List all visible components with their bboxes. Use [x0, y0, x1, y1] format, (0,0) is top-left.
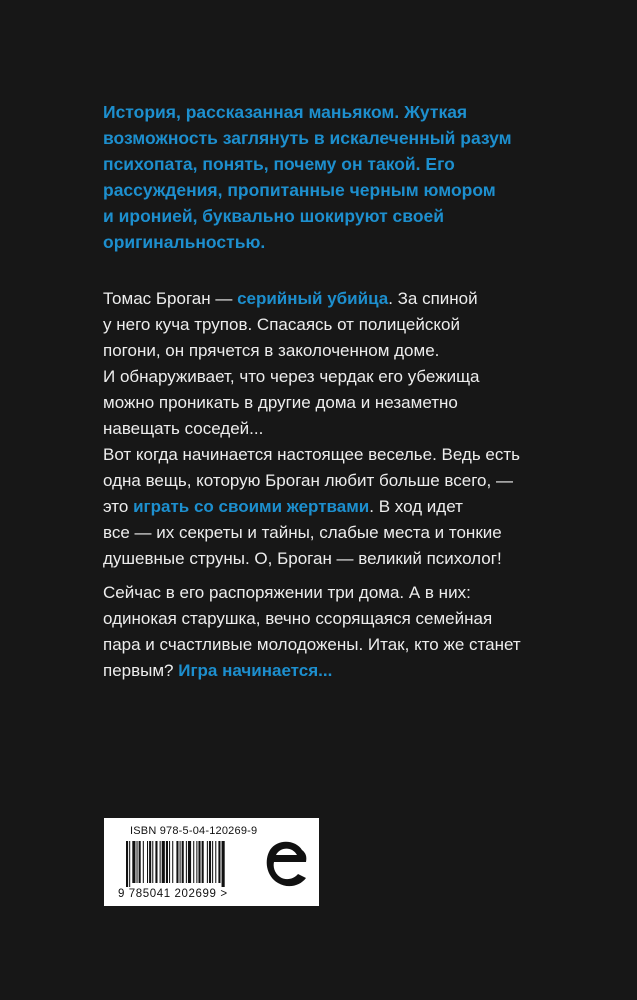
barcode-label [104, 818, 319, 906]
barcode-bar [193, 841, 194, 883]
eksmo-logo-icon [262, 836, 310, 890]
text-segment: . В ход идет [369, 497, 463, 516]
synopsis-paragraph-3 [103, 580, 543, 684]
barcode-digits: 9 785041 202699 > [118, 888, 228, 900]
barcode-bar [152, 841, 153, 883]
synopsis-paragraph-1 [103, 286, 543, 442]
highlight-text: серийный убийца [237, 289, 389, 308]
text-line [103, 286, 543, 312]
barcode-bar [188, 841, 191, 883]
barcode-bar [207, 841, 208, 883]
text-line: все — их секреты и тайны, слабые места и тонкие [103, 523, 502, 542]
barcode-bar [126, 841, 128, 887]
barcode-bar [129, 841, 130, 887]
barcode-bar [172, 841, 173, 883]
lead-line: психопата, понять, почему он такой. Его [103, 154, 455, 174]
lead-line: и иронией, буквально шокируют своей [103, 206, 444, 226]
text-line [103, 658, 543, 684]
barcode-bar [143, 841, 144, 883]
text-line: одинокая старушка, вечно ссорящаяся семейная [103, 609, 493, 628]
text-segment: Томас Броган — [103, 289, 238, 308]
lead-line: оригинальностью. [103, 232, 266, 252]
barcode-bar [137, 841, 138, 883]
text-segment: . За спиной [388, 289, 478, 308]
text-line: душевные струны. О, Броган — великий психолог! [103, 549, 502, 568]
barcode-bar [139, 841, 141, 883]
synopsis-paragraph-2 [103, 442, 543, 572]
text-line: у него куча трупов. Спасаясь от полицейской [103, 315, 460, 334]
barcode-bar [160, 841, 161, 883]
barcode-bar [132, 841, 135, 883]
barcode-bar [196, 841, 197, 883]
barcode-bar [212, 841, 213, 883]
highlight-text: играть со своими жертвами [133, 497, 370, 516]
text-segment: это [103, 497, 134, 516]
lead-line: рассуждения, пропитанные черным юмором [103, 180, 496, 200]
text-line: можно проникать в другие дома и незаметно [103, 393, 458, 412]
barcode-bar [155, 841, 157, 883]
barcode-bar [149, 841, 151, 883]
text-line: И обнаруживает, что через чердак его убежища [103, 367, 480, 386]
barcode-bar [147, 841, 148, 883]
barcode-bar [202, 841, 204, 883]
isbn-text: ISBN 978-5-04-120269-9 [130, 825, 258, 837]
text-line: пара и счастливые молодожены. Итак, кто же станет [103, 635, 521, 654]
barcode-bar [186, 841, 187, 883]
barcode-bar [182, 841, 184, 883]
lead-line: История, рассказанная маньяком. Жуткая [103, 102, 468, 122]
barcode-bar [198, 841, 200, 883]
text-line: Вот когда начинается настоящее веселье. Ведь есть [103, 445, 521, 464]
text-line: Сейчас в его распоряжении три дома. А в них: [103, 583, 471, 602]
highlight-text: Игра начинается... [178, 661, 333, 680]
text-line: погони, он прячется в заколоченном доме. [103, 341, 440, 360]
text-line: навещать соседей... [103, 419, 264, 438]
lead-paragraph [103, 99, 543, 255]
barcode-bar [215, 841, 216, 883]
barcode-bar [176, 841, 178, 883]
barcode-bar [169, 841, 170, 883]
barcode-bar [162, 841, 165, 883]
text-line: одна вещь, которую Броган любит больше всего, — [103, 471, 513, 490]
text-segment: первым? [103, 661, 179, 680]
barcode-bars [126, 841, 256, 887]
barcode-bar [166, 841, 168, 883]
lead-line: возможность заглянуть в искалеченный разум [103, 128, 512, 148]
barcode-bar [222, 841, 225, 887]
text-line [103, 494, 543, 520]
barcode-bar [180, 841, 181, 883]
barcode-bar [218, 841, 220, 883]
barcode-bar [209, 841, 211, 883]
